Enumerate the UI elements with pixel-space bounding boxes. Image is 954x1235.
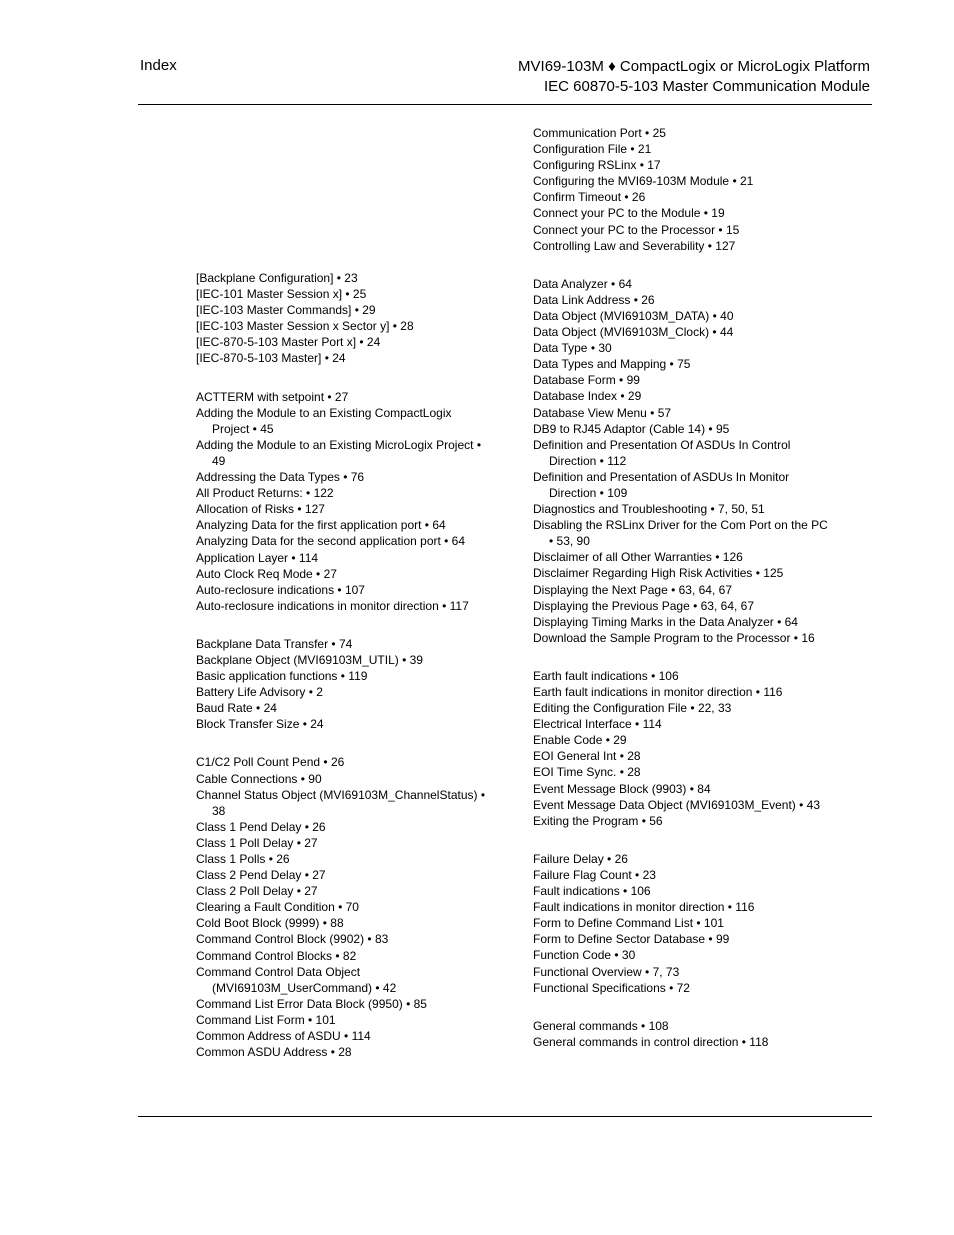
index-entry: General commands in control direction • 118 xyxy=(533,1034,769,1049)
index-entry: Database View Menu • 57 xyxy=(533,405,672,420)
index-entry: Earth fault indications in monitor direction • 116 xyxy=(533,685,783,699)
index-entry: Common Address of ASDU • 114 xyxy=(196,1029,371,1044)
index-entry: Disclaimer of all Other Warranties • 126 xyxy=(533,550,743,565)
index-entry: Application Layer • 114 xyxy=(196,550,319,565)
index-entry: Command List Form • 101 xyxy=(196,1012,336,1027)
index-entry: Failure Flag Count • 23 xyxy=(533,867,656,882)
index-entry: Function Code • 30 xyxy=(533,948,636,963)
index-entry: ACTTERM with setpoint • 27 xyxy=(196,389,349,404)
index-entry: Diagnostics and Troubleshooting • 7, 50, 51 xyxy=(533,502,765,517)
index-column-right xyxy=(533,125,833,1050)
index-entry: [IEC-103 Master Session x Sector y] • 28 xyxy=(196,319,414,334)
index-entry: Definition and Presentation of ASDUs In Monitor Direction • 109 xyxy=(533,469,790,500)
index-column-left xyxy=(196,270,496,1060)
index-entry: Form to Define Sector Database • 99 xyxy=(533,932,730,947)
index-entry: Auto-reclosure indications • 107 xyxy=(196,582,365,597)
index-entry: Auto Clock Req Mode • 27 xyxy=(196,566,337,581)
index-letter-group xyxy=(196,270,496,367)
index-entry: Class 1 Poll Delay • 27 xyxy=(196,835,318,850)
index-entry: DB9 to RJ45 Adaptor (Cable 14) • 95 xyxy=(533,421,730,436)
index-entry: Auto-reclosure indications in monitor direction • 117 xyxy=(196,598,469,613)
footer-divider xyxy=(138,1116,872,1117)
index-entry: Analyzing Data for the second application port • 64 xyxy=(196,534,466,549)
index-entry: [Backplane Configuration] • 23 xyxy=(196,271,358,285)
index-entry: C1/C2 Poll Count Pend • 26 xyxy=(196,755,345,770)
index-entry: Block Transfer Size • 24 xyxy=(196,717,324,732)
index-entry: Connect your PC to the Processor • 15 xyxy=(533,222,740,237)
index-entry: Data Object (MVI69103M_DATA) • 40 xyxy=(533,308,734,323)
index-entry: Displaying the Next Page • 63, 64, 67 xyxy=(533,582,732,597)
index-entry: Electrical Interface • 114 xyxy=(533,717,662,732)
index-entry: [IEC-870-5-103 Master Port x] • 24 xyxy=(196,335,381,350)
index-entry: [IEC-870-5-103 Master] • 24 xyxy=(196,351,346,366)
index-entry: Channel Status Object (MVI69103M_ChannelStatus) • 38 xyxy=(196,787,486,818)
index-entry: Class 2 Poll Delay • 27 xyxy=(196,884,318,899)
index-letter-group xyxy=(533,851,833,996)
index-entry: Backplane Data Transfer • 74 xyxy=(196,636,353,651)
index-entry: Data Analyzer • 64 xyxy=(533,276,632,291)
index-entry: Command Control Data Object (MVI69103M_UserCommand) • 42 xyxy=(196,964,397,995)
index-entry: Exiting the Program • 56 xyxy=(533,813,663,828)
index-entry: Allocation of Risks • 127 xyxy=(196,502,325,517)
index-entry: Disabling the RSLinx Driver for the Com Port on the PC • 53, 90 xyxy=(533,518,828,549)
index-entry: Addressing the Data Types • 76 xyxy=(196,470,365,485)
index-entry: Event Message Data Object (MVI69103M_Event) • 43 xyxy=(533,797,821,812)
index-entry: Confirm Timeout • 26 xyxy=(533,190,646,205)
index-entry: Communication Port • 25 xyxy=(533,126,666,140)
index-entry: All Product Returns: • 122 xyxy=(196,486,334,501)
index-entry: Backplane Object (MVI69103M_UTIL) • 39 xyxy=(196,652,423,667)
index-entry: Command List Error Data Block (9950) • 85 xyxy=(196,996,427,1011)
index-entry: Class 2 Pend Delay • 27 xyxy=(196,868,326,883)
index-entry: Controlling Law and Severability • 127 xyxy=(533,238,736,253)
index-entry: Class 1 Pend Delay • 26 xyxy=(196,819,326,834)
index-entry: Data Type • 30 xyxy=(533,341,612,356)
index-entry: [IEC-103 Master Commands] • 29 xyxy=(196,303,376,318)
index-entry: Event Message Block (9903) • 84 xyxy=(533,781,711,796)
index-entry: Class 1 Polls • 26 xyxy=(196,852,290,866)
index-entry: Data Types and Mapping • 75 xyxy=(533,357,691,372)
index-entry: Common ASDU Address • 28 xyxy=(196,1045,352,1060)
index-entry: EOI General Int • 28 xyxy=(533,749,641,764)
index-entry: Cable Connections • 90 xyxy=(196,771,322,786)
index-entry: Failure Delay • 26 xyxy=(533,851,628,866)
document-title-line-2: IEC 60870-5-103 Master Communication Module xyxy=(544,78,870,95)
index-entry: Enable Code • 29 xyxy=(533,733,627,748)
index-entry: Earth fault indications • 106 xyxy=(533,668,679,683)
index-entry: Download the Sample Program to the Processor • 16 xyxy=(533,630,815,645)
index-entry: Database Index • 29 xyxy=(533,389,642,404)
header-divider xyxy=(138,104,872,105)
index-letter-group xyxy=(533,668,833,829)
index-entry: Command Control Block (9902) • 83 xyxy=(196,932,389,947)
index-entry: EOI Time Sync. • 28 xyxy=(533,765,641,780)
index-entry: Disclaimer Regarding High Risk Activities • 125 xyxy=(533,566,784,581)
index-entry: Fault indications in monitor direction • 116 xyxy=(533,900,755,915)
index-entry: Data Object (MVI69103M_Clock) • 44 xyxy=(533,325,734,340)
index-header-label: Index xyxy=(140,57,177,74)
index-letter-group xyxy=(196,636,496,733)
document-title xyxy=(518,57,870,97)
index-letter-group xyxy=(533,276,833,646)
index-entry: Configuring the MVI69-103M Module • 21 xyxy=(533,174,754,189)
index-letter-group xyxy=(533,125,833,254)
index-entry: Clearing a Fault Condition • 70 xyxy=(196,900,359,915)
index-entry: Database Form • 99 xyxy=(533,373,640,388)
index-letter-group xyxy=(533,1018,833,1050)
index-entry: Functional Overview • 7, 73 xyxy=(533,964,680,979)
index-entry: Adding the Module to an Existing CompactLogix Project • 45 xyxy=(196,405,452,436)
index-entry: General commands • 108 xyxy=(533,1018,669,1033)
index-entry: Adding the Module to an Existing MicroLogix Project • 49 xyxy=(196,437,482,468)
index-entry: Battery Life Advisory • 2 xyxy=(196,685,323,700)
index-entry: Definition and Presentation Of ASDUs In Control Direction • 112 xyxy=(533,437,791,468)
index-entry: Functional Specifications • 72 xyxy=(533,980,690,995)
index-entry: Baud Rate • 24 xyxy=(196,701,277,716)
index-entry: Configuring RSLinx • 17 xyxy=(533,158,661,173)
index-letter-group xyxy=(196,754,496,1060)
index-entry: Displaying Timing Marks in the Data Analyzer • 64 xyxy=(533,614,798,629)
index-entry: Cold Boot Block (9999) • 88 xyxy=(196,916,344,931)
index-entry: Editing the Configuration File • 22, 33 xyxy=(533,701,732,716)
index-entry: Displaying the Previous Page • 63, 64, 67 xyxy=(533,598,755,613)
index-entry: Form to Define Command List • 101 xyxy=(533,916,724,931)
index-entry: [IEC-101 Master Session x] • 25 xyxy=(196,287,367,302)
index-entry: Configuration File • 21 xyxy=(533,142,652,157)
document-title-line-1: MVI69-103M ♦ CompactLogix or MicroLogix Platform xyxy=(518,58,870,75)
index-entry: Fault indications • 106 xyxy=(533,884,651,899)
index-entry: Basic application functions • 119 xyxy=(196,669,368,684)
index-entry: Data Link Address • 26 xyxy=(533,292,655,307)
index-entry: Connect your PC to the Module • 19 xyxy=(533,206,725,221)
index-entry: Command Control Blocks • 82 xyxy=(196,948,357,963)
index-entry: Analyzing Data for the first application port • 64 xyxy=(196,518,446,533)
index-letter-group xyxy=(196,389,496,614)
